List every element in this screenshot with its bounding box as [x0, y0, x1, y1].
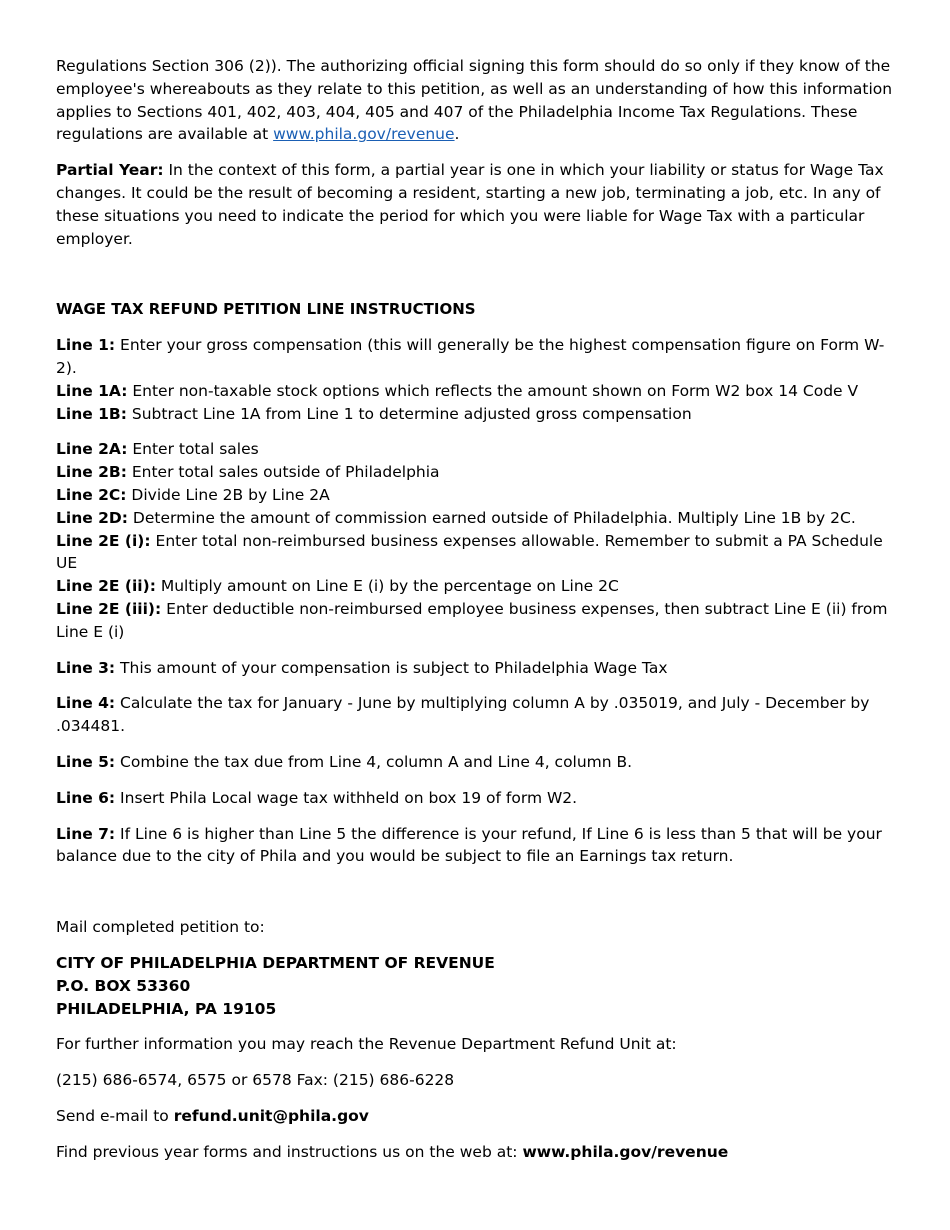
- line-text: Combine the tax due from Line 4, column A and Line 4, column B.: [115, 752, 633, 771]
- line-text: Enter total sales: [127, 440, 259, 459]
- line-label: Line 2A:: [56, 440, 128, 459]
- line-label: Line 2E (i):: [56, 531, 151, 550]
- line-label: Line 1A:: [56, 381, 128, 400]
- line-text: Enter total non-reimbursed business expenses allowable. Remember to submit a PA Schedule UE: [56, 531, 883, 573]
- partial-year-paragraph: [56, 159, 900, 250]
- partial-year-text: In the context of this form, a partial year is one in which your liability or status for Wage Tax changes. It could be the result of becoming a resident, starting a new job, terminating a job, etc. In any of these situations you need to indicate the period for which you were liable for Wage Tax with a particular employer.: [56, 161, 884, 248]
- web-line: [56, 1141, 900, 1164]
- line-label: Line 2E (iii):: [56, 599, 162, 618]
- line-text: This amount of your compensation is subject to Philadelphia Wage Tax: [115, 658, 668, 677]
- line-text: Enter your gross compensation (this will generally be the highest compensation figure on Form W-2).: [56, 336, 885, 377]
- intro-text: Regulations Section 306 (2)). The authorizing official signing this form should do so only if they know of the employee's whereabouts as they relate to this petition, as well as an understanding of how this information applies to Sections 401, 402, 403, 404, 405 and 407 of the Philadelphia Income Tax Regulations. These regulations are available at: [56, 57, 893, 144]
- line-group-2: [56, 438, 900, 643]
- revenue-link[interactable]: www.phila.gov/revenue: [273, 125, 455, 144]
- intro-period: .: [454, 125, 460, 144]
- line-label: Line 6:: [56, 788, 116, 807]
- line-5-instruction: [56, 751, 900, 774]
- line-text: Insert Phila Local wage tax withheld on box 19 of form W2.: [115, 788, 578, 807]
- line-label: Line 7:: [56, 824, 116, 843]
- address-line: P.O. BOX 53360: [56, 976, 191, 995]
- line-1b-instruction: [56, 403, 900, 426]
- line-6-instruction: [56, 787, 900, 810]
- further-info-text: For further information you may reach the Revenue Department Refund Unit at:: [56, 1035, 677, 1054]
- line-label: Line 2C:: [56, 485, 127, 504]
- line-text: Multiply amount on Line E (i) by the percentage on Line 2C: [155, 577, 619, 596]
- line-2b-instruction: [56, 461, 900, 484]
- address-line: PHILADELPHIA, PA 19105: [56, 999, 277, 1018]
- web-address: www.phila.gov/revenue: [522, 1142, 729, 1161]
- intro-paragraph: [56, 55, 900, 146]
- line-label: Line 2D:: [56, 508, 128, 527]
- line-text: Calculate the tax for January - June by multiplying column A by .035019, and July - December by .034481.: [56, 694, 870, 736]
- line-text: Divide Line 2B by Line 2A: [126, 485, 330, 504]
- phone-numbers: (215) 686-6574, 6575 or 6578 Fax: (215) 686-6228: [56, 1071, 455, 1090]
- line-label: Line 1:: [56, 336, 116, 355]
- email-prefix: Send e-mail to: [56, 1106, 174, 1125]
- line-text: Determine the amount of commission earned outside of Philadelphia. Multiply Line 1B by 2C.: [127, 508, 856, 527]
- partial-year-label: Partial Year:: [56, 161, 164, 180]
- line-text: Enter total sales outside of Philadelphia: [126, 463, 440, 482]
- line-text: Enter deductible non-reimbursed employee business expenses, then subtract Line E (ii) from Line E (i): [56, 599, 888, 641]
- line-label: Line 4:: [56, 694, 116, 713]
- email-line: [56, 1105, 900, 1128]
- line-text: Subtract Line 1A from Line 1 to determine adjusted gross compensation: [126, 404, 692, 423]
- line-2d-instruction: [56, 507, 900, 530]
- email-address: refund.unit@phila.gov: [173, 1106, 369, 1125]
- line-2a-instruction: [56, 438, 900, 461]
- line-2c-instruction: [56, 484, 900, 507]
- line-2e-ii-instruction: [56, 575, 900, 598]
- line-group-1: [56, 334, 900, 425]
- web-prefix: Find previous year forms and instructions us on the web at:: [56, 1142, 523, 1161]
- line-label: Line 1B:: [56, 404, 127, 423]
- line-label: Line 2E (ii):: [56, 577, 156, 596]
- instructions-heading: WAGE TAX REFUND PETITION LINE INSTRUCTIONS: [56, 300, 476, 319]
- line-text: Enter non-taxable stock options which reflects the amount shown on Form W2 box 14 Code V: [127, 381, 859, 400]
- line-1-instruction: [56, 334, 900, 380]
- mail-intro: Mail completed petition to:: [56, 918, 265, 937]
- line-2e-iii-instruction: [56, 598, 900, 644]
- line-label: Line 5:: [56, 752, 116, 771]
- line-label: Line 3:: [56, 658, 116, 677]
- line-4-instruction: [56, 692, 900, 738]
- address-line: CITY OF PHILADELPHIA DEPARTMENT OF REVENUE: [56, 953, 495, 972]
- line-1a-instruction: [56, 380, 900, 403]
- line-2e-i-instruction: [56, 530, 900, 576]
- mailing-address: [56, 952, 900, 1020]
- line-7-instruction: [56, 823, 900, 869]
- line-3-instruction: [56, 657, 900, 680]
- line-label: Line 2B:: [56, 463, 127, 482]
- line-text: If Line 6 is higher than Line 5 the difference is your refund, If Line 6 is less than 5 that will be your balance due to the city of Phila and you would be subject to file an Earnings tax return.: [56, 824, 882, 866]
